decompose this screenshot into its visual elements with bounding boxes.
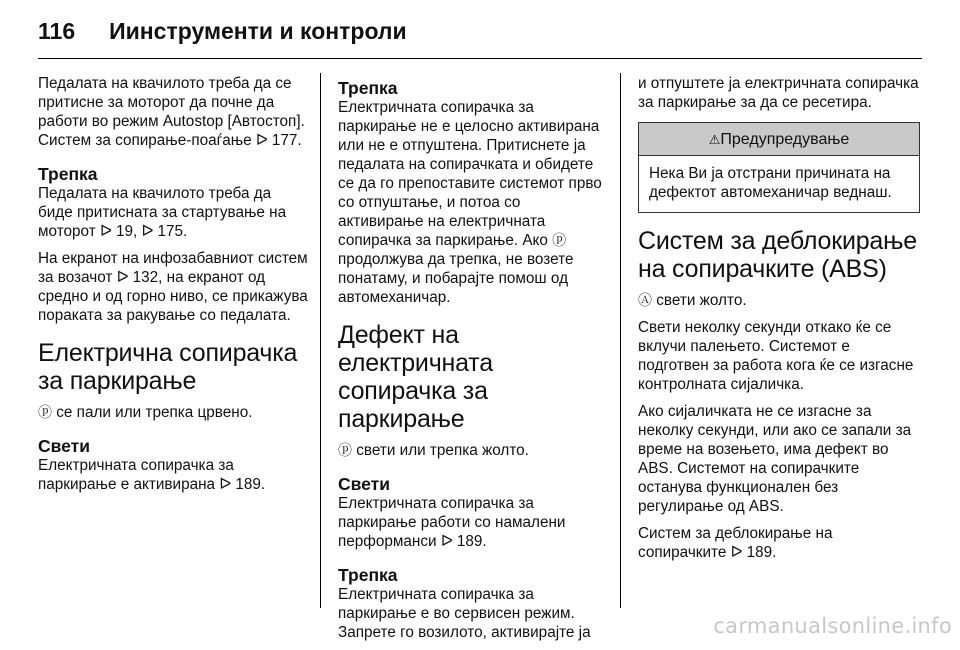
heading-electric-parking-brake: Електрична сопирачка за паркирање [38,339,298,395]
paragraph-service-mode: Електричната сопирачка за паркирање е во сервисен режим. Запрете го возилото, активирајте ја [338,586,591,641]
brake-fault-lamp-icon: ⓟ [338,442,352,458]
page-number: 116 [38,18,76,44]
parking-brake-lamp-icon: ⓟ [552,232,567,248]
subheading-trepka: Трепка [338,78,398,98]
paragraph-brake-not-engaged: Електричната сопирачка за паркирање не е целосно активирана или не е отпуштена. Притиснете ја педалата на сопирачката и обидете се да го препоставите системот прво со отпуштање, и потоа со активирање на електричната сопирачка за паркирање. Ако ⓟ продолжува да трепка, не возете понатаму, и побарајте помош од автомеханичар. [338,99,602,306]
column-divider-1 [320,73,321,608]
subheading-sveti: Свети [38,436,90,456]
paragraph-reduced-performance: Електричната сопирачка за паркирање работи со намалени перформанси ᐅ 189. [338,495,566,550]
lamp-line: ⓟ свети или трепка жолто. [338,442,529,459]
column-3 [638,74,920,570]
paragraph-brake-applied: Електричната сопирачка за паркирање е активирана ᐅ 189. [38,457,266,493]
warning-triangle-icon: ⚠ [708,132,721,147]
warning-box [638,122,920,213]
heading-brake-fault: Дефект на електричната сопирачка за паркирање [338,321,493,433]
page-header [38,18,407,48]
abs-lamp-icon: Ⓐ [638,292,652,308]
lamp-line: ⓟ се пали или трепка црвено. [38,404,253,421]
column-2 [338,78,610,650]
parking-brake-lamp-icon: ⓟ [38,404,52,420]
lamp-line: Ⓐ свети жолто. [638,292,747,309]
watermark: carmanualsonline.info [713,614,952,638]
subheading-sveti: Свети [338,474,390,494]
subheading-trepka: Трепка [38,164,98,184]
column-divider-2 [620,73,621,608]
subheading-trepka: Трепка [338,565,398,585]
paragraph-abs-ref: Систем за деблокирање на сопирачките ᐅ 189. [638,525,833,561]
paragraph-info-display: На екранот на инфозабавниот систем за возачот ᐅ 132, на екранот од средно и од горно ниво, се прикажува пораката за ракување со педалата. [38,250,308,324]
paragraph-clutch-autostop: Педалата на квачилото треба да се притисне за моторот да почне да работи во режим Autostop [Автостоп]. Систем за сопирање-поаѓање ᐅ 177. [38,75,305,149]
header-divider [38,58,922,59]
paragraph-reset: и отпуштете ја електричната сопирачка за паркирање за да се ресетира. [638,75,919,111]
warning-body: Нека Ви ја отстрани причината на дефектот автомеханичар веднаш. [649,165,892,201]
paragraph-clutch-start: Педалата на квачилото треба да биде притисната за стартување на моторот ᐅ 19, ᐅ 175. [38,185,287,240]
page-title: Иинструменти и контроли [109,18,407,44]
paragraph-abs-fault: Ако сијаличката не се изгасне за неколку секунди, или ако се запали за време на возењето, има дефект во ABS. Системот на сопирачките останува функционален без регулирање од ABS. [638,403,912,515]
column-1 [38,74,310,502]
warning-header: ⚠Предупредување [639,123,919,156]
heading-abs: Систем за деблокирање на сопирачките (ABS) [638,227,917,283]
paragraph-abs-startup: Свети неколку секунди откако ќе се вклучи палењето. Системот е подготвен за работа кога ќе се изгасне контролната сијаличка. [638,319,914,393]
